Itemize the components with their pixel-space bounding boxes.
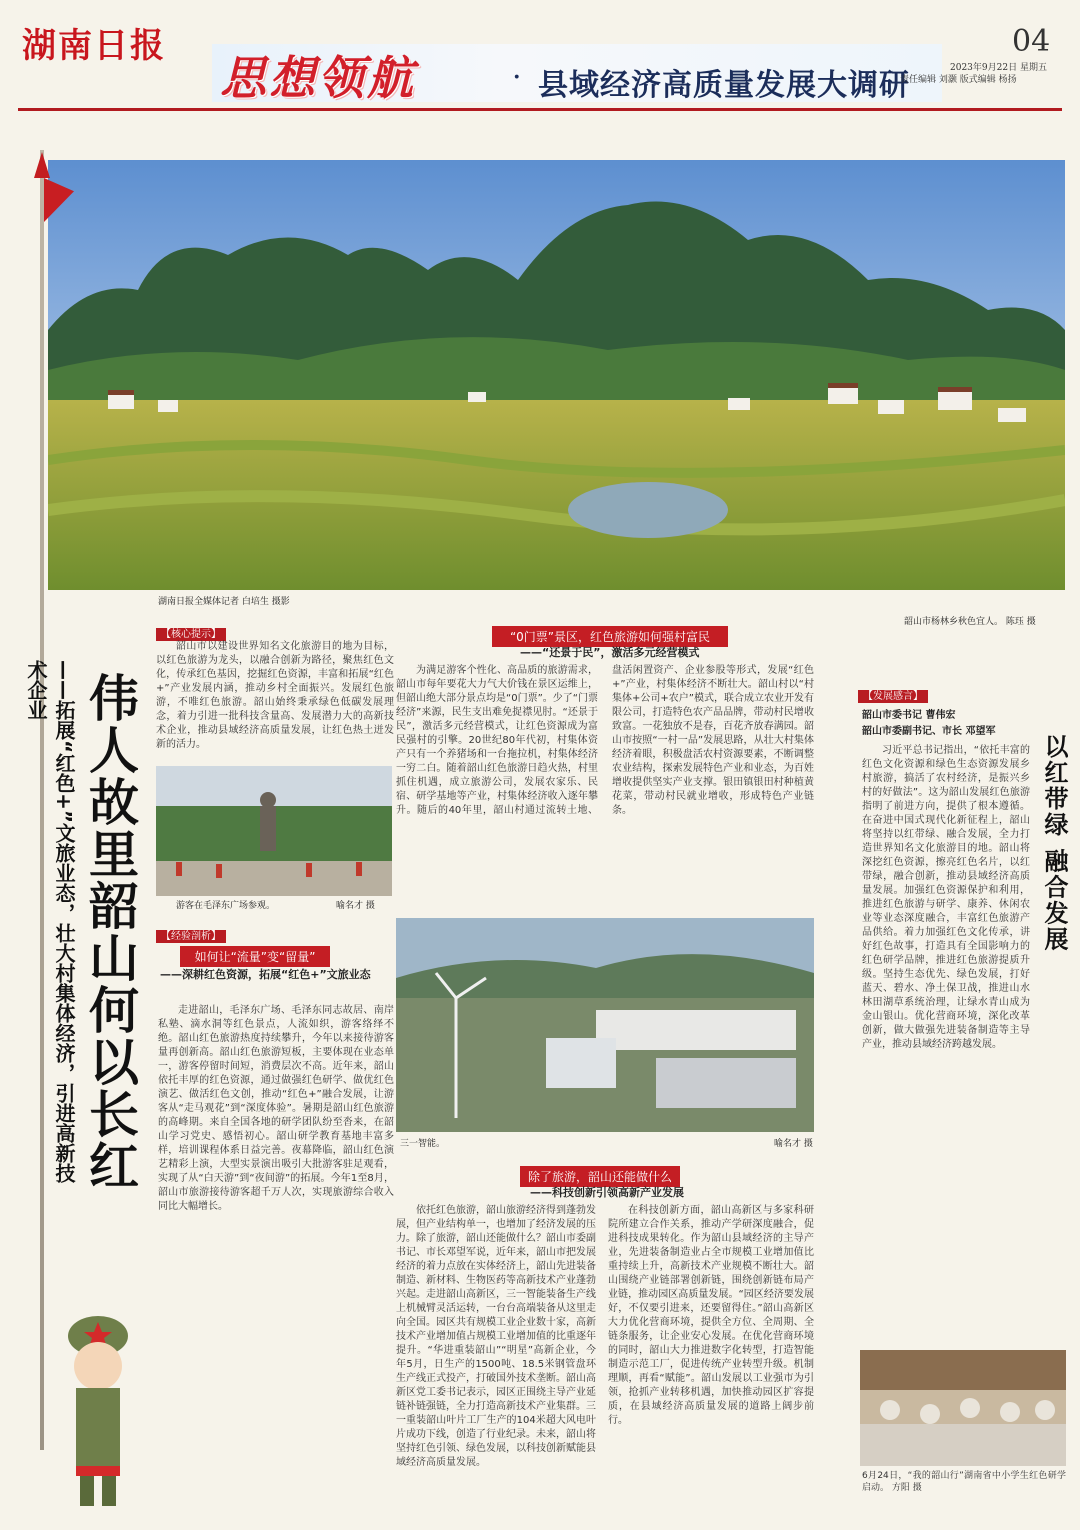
photo-plaza xyxy=(156,766,392,896)
mid2-body: 依托红色旅游，韶山旅游经济得到蓬勃发展，但产业结构单一，也增加了经济发展的压力。除了旅游，韶山还能做什么？韶山市委副书记、市长邓望军说，近年来，韶山市把发展经济的着力点放在实体经济上，韶山先进装备制造、新材料、生物医药等高新技术产业蓬勃兴起。走进韶山高新区，三一智能装备生产线上机械臂灵活运转，一台台高端装备从这里走向全国。园区共有规模工业企业数十家，高新技术产业增加值占规模工业增加值的比重逐年提升。“华进重装韶山”“明星”高新企业，今年5月，日生产的1500吨、18.5米钢管盘环生产线正式投产，打破国外技术垄断。韶山高新区党工委书记表示，园区正围绕主导产业延链补链强链，全力打造高新技术产业集群。三一重装韶山叶片工厂生产的104米超大风电叶片成功下线，创造了行业纪录。未来，韶山将坚持红色引领、绿色发展，以科技创新赋能县域经济高质量发展。 xyxy=(396,1205,596,1468)
photo2-caption: 三一智能。 xyxy=(400,1139,446,1149)
mid-heading: “0门票”景区，红色旅游如何强村富民 xyxy=(492,626,728,647)
mid-subheading: ——“还景于民”，激活多元经营模式 xyxy=(520,646,700,659)
main-subheadline: ——拓展“红色+”文旅业态，壮大村集体经济，引进高新技术企业 xyxy=(24,660,76,1184)
flag-pole xyxy=(40,150,44,1450)
photo3-caption-block xyxy=(862,1470,1066,1512)
landscape-illustration xyxy=(48,160,1065,590)
newspaper-masthead: 湖南日报 xyxy=(22,26,166,66)
dev-title: 以红带绿 融合发展 xyxy=(1040,734,1068,953)
mid2-subheading: ——科技创新引领高新产业发展 xyxy=(530,1186,684,1199)
pole-tip-icon xyxy=(34,152,50,178)
column-subtitle: 县域经济高质量发展大调研 xyxy=(538,68,910,103)
factory-photo-illustration xyxy=(396,918,814,1132)
students-photo-illustration xyxy=(860,1350,1066,1466)
main-headline: 伟人故里韶山何以长红 xyxy=(81,672,139,1192)
photo-factory xyxy=(396,918,814,1132)
mid3-body: 在科技创新方面，韶山高新区与多家科研院所建立合作关系，推动产学研深度融合，促进科技成果转化。作为韶山县域经济的主导产业，先进装备制造业占全市规模工业增加值比重持续上升，高新技术产业规模不断壮大。韶山围绕产业链部署创新链，围绕创新链布局产业链，推动园区高质量发展。“园区经济要发展好，不仅要引进来，还要留得住。”韶山高新区大力优化营商环境，提供全方位、全周期、全链条服务，让企业安心发展。在优化营商环境的同时，韶山大力推进数字化转型，打造智能制造示范工厂，促进传统产业转型升级。机制理顺，再看“赋能”。韶山发展以工业强市为引领，抢抓产业转移机遇，加快推动园区扩容提质，在县域经济高质量发展的道路上阔步前行。 xyxy=(608,1205,814,1426)
dev-byline-1: 韶山市委书记 曹伟宏 xyxy=(862,710,956,721)
editors-line: 责任编辑 刘灏 版式编辑 杨扬 xyxy=(900,75,1017,85)
exp-subheading: ——深耕红色资源，拓展“红色+”文旅业态 xyxy=(160,968,371,981)
core-summary: 韶山市以建设世界知名文化旅游目的地为目标，以红色旅游为龙头，以融合创新为路径，聚焦红色文化，传承红色基因，挖掘红色资源，丰富和拓展“红色+”产业发展内涵，推动乡村全面振兴。发展红色旅游，不唯红色旅游。韶山始终秉承绿色低碳发展理念，着力引进一批科技含量高、发展潜力大的高新技术企业，推动县域经济高质量发展，让红色热土迸发新的活力。 xyxy=(156,641,394,750)
mid2-heading: 除了旅游，韶山还能做什么 xyxy=(520,1166,680,1187)
hero-caption: 韶山市杨林乡秋色宜人。 陈珏 摄 xyxy=(904,617,1036,627)
soldier-illustration xyxy=(52,1296,146,1512)
photo3-caption: 6月24日，“我的韶山行”湖南省中小学生红色研学启动。 xyxy=(862,1471,1066,1493)
title-separator: · xyxy=(512,60,522,95)
mid-body: 为满足游客个性化、高品质的旅游需求，韶山市每年要花大力气大价钱在景区运维上，但韶山绝大部分景点均是“0门票”。少了“门票经济”来源，民生支出难免捉襟见肘。“还景于民”，激活多元经营模式，让红色资源成为富民强村的引擎。20世纪80年代初，村集体资产只有一个养猪场和一台拖拉机，村集体经济一穷二白。随着韶山红色旅游日趋火热，村里抓住机遇，成立旅游公司，发展农家乐、民宿、研学基地等产业，村集体经济收入逐年攀升。随后的40年里，韶山村通过流转土地、盘活闲置资产、企业参股等形式，发展“红色+”产业，村集体经济不断壮大。韶山村以“村集体+公司+农户”模式，联合成立农业开发有限公司，打造特色农产品品牌，带动村民增收致富。一花独放不是春，百花齐放春满园。韶山市按照“一村一品”发展思路，从壮大村集体经济着眼，积极盘活农村资源要素，不断调整农业结构，探索发展特色产业和业态，为百姓增收提供坚实产业支撑。银田镇银田村种植黄花菜，带动村民就业增收，形成特色产业链条。 xyxy=(396,665,814,816)
plaza-photo-illustration xyxy=(156,766,392,896)
header-rule xyxy=(18,108,1062,111)
photo1-credit: 喻名才 摄 xyxy=(336,901,375,911)
dev-byline-2: 韶山市委副书记、市长 邓望军 xyxy=(862,726,996,737)
hero-credit: 湖南日报全媒体记者 白培生 摄影 xyxy=(158,597,290,607)
dev-body: 习近平总书记指出，“依托丰富的红色文化资源和绿色生态资源发展乡村旅游，搞活了农村经济，是振兴乡村的好做法”。这为韶山发展红色旅游指明了前进方向，提供了根本遵循。在奋进中国式现代化新征程上，韶山将坚持以红带绿、融合发展，全力打造世界知名文化旅游目的地。韶山将深挖红色资源，擦亮红色名片，以红带绿，融合创新，推动县域经济高质量发展。加强红色资源保护和利用，推进红色旅游与研学、康养、休闲农业等业态深度融合，丰富红色旅游产品供给。着力加强红色文化传承，讲好红色故事，打造具有全国影响力的红色研学品牌，推进红色旅游提质升级。坚持生态优先、绿色发展，打好蓝天、碧水、净土保卫战，推进山水林田湖草系统治理，让绿水青山成为金山银山。优化营商环境，深化改革创新，做大做强先进装备制造等主导产业，推动县域经济跨越发展。 xyxy=(862,745,1030,1050)
dev-tag: 【发展感言】 xyxy=(858,684,928,703)
dateline: 2023年9月22日 星期五 xyxy=(950,63,1047,73)
column-brand: 思想领航 xyxy=(220,51,416,105)
core-tag: 【核心提示】 xyxy=(156,622,226,641)
photo2-credit: 喻名才 摄 xyxy=(774,1139,813,1149)
exp-heading: 如何让“流量”变“留量” xyxy=(180,946,330,967)
photo1-caption: 游客在毛泽东广场参观。 xyxy=(176,901,276,911)
hero-photo xyxy=(48,160,1065,590)
photo-students xyxy=(860,1350,1066,1466)
soldier-cartoon-icon xyxy=(52,1296,146,1512)
page-number: 04 xyxy=(1012,24,1051,59)
exp-body: 走进韶山，毛泽东广场、毛泽东同志故居、南岸私塾、滴水洞等红色景点，人流如织，游客络绎不绝。韶山红色旅游热度持续攀升，今年以来接待游客量再创新高。韶山红色旅游短板，主要体现在业态单一，游客停留时间短，消费层次不高。近年来，韶山依托丰厚的红色资源，通过做强红色研学、做优红色演艺、做活红色文创，推动“红色+”融合发展，让游客从“走马观花”到“深度体验”。暑期是韶山红色旅游的高峰期。来自全国各地的研学团队纷至沓来，在韶山学习党史、感悟初心。韶山研学教育基地丰富多样，培训课程体系日益完善。夜幕降临，韶山红色演艺精彩上演，大型实景演出吸引大批游客驻足观看，实现了从“白天游”到“夜间游”的拓展。今年1至8月，韶山市旅游接待游客超千万人次，实现旅游综合收入同比大幅增长。 xyxy=(158,1005,394,1212)
photo3-credit: 方阳 摄 xyxy=(891,1483,922,1493)
exp-tag: 【经验剖析】 xyxy=(156,924,226,943)
